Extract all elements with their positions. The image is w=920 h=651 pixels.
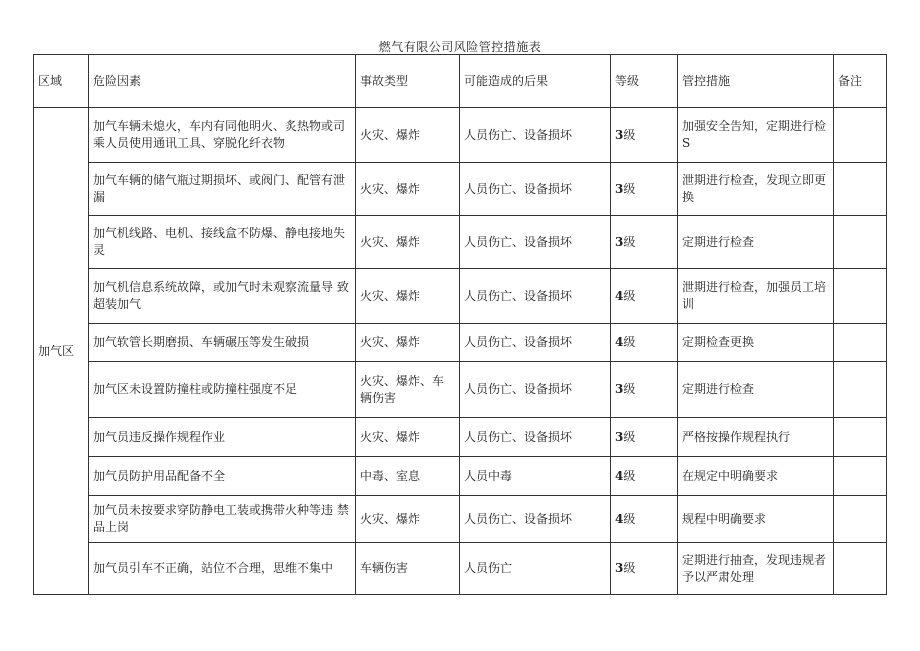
header-consequence: 可能造成的后果 — [460, 55, 611, 108]
region-cell: 加气区 — [34, 108, 89, 595]
level-cell — [611, 496, 678, 543]
level-number: 3 — [615, 181, 624, 196]
remark-cell — [834, 163, 887, 216]
level-number: 3 — [615, 561, 624, 575]
header-remark: 备注 — [834, 55, 887, 108]
remark-cell — [834, 324, 887, 362]
header-accident: 事故类型 — [356, 55, 460, 108]
level-cell — [611, 418, 678, 457]
level-number: 4 — [615, 288, 624, 303]
consequence-cell: 人员伤亡、设备损坏 — [460, 108, 611, 163]
accident-cell: 火灾、爆炸 — [356, 163, 460, 216]
hazard-cell: 加气区未设置防撞柱或防撞柱强度不足 — [89, 362, 356, 418]
measure-cell: 严格按操作规程执行 — [678, 418, 834, 457]
accident-cell: 火灾、爆炸 — [356, 216, 460, 269]
level-number: 3 — [615, 127, 624, 142]
hazard-cell: 加气员未按要求穿防静电工装或携带火种等违 禁品上岗 — [89, 496, 356, 543]
measure-cell: 泄期进行检查，加强员工培训 — [678, 269, 834, 324]
level-unit: 级 — [623, 382, 636, 396]
measure-cell: 规程中明确要求 — [678, 496, 834, 543]
risk-control-table — [33, 54, 887, 595]
consequence-cell: 人员中毒 — [460, 457, 611, 496]
level-unit: 级 — [623, 288, 636, 303]
consequence-cell: 人员伤亡、设备损坏 — [460, 269, 611, 324]
accident-cell: 中毒、室息 — [356, 457, 460, 496]
table-row — [34, 324, 887, 362]
hazard-cell: 加气车辆的储气瓶过期损坏、或阀门、配管有泄漏 — [89, 163, 356, 216]
remark-cell — [834, 496, 887, 543]
hazard-cell: 加气员防护用品配备不全 — [89, 457, 356, 496]
table-row — [34, 543, 887, 595]
accident-cell: 火灾、爆炸 — [356, 269, 460, 324]
level-unit: 级 — [623, 234, 636, 249]
hazard-cell: 加气员引车不正确，站位不合理，思维不集中 — [89, 543, 356, 595]
consequence-cell: 人员伤亡、设备损坏 — [460, 418, 611, 457]
measure-cell: 定期进行检查 — [678, 216, 834, 269]
table-row — [34, 163, 887, 216]
level-unit: 级 — [623, 181, 636, 196]
page-title: 燃气有限公司风险管控措施表 — [378, 40, 542, 54]
hazard-cell: 加气员违反操作规程作业 — [89, 418, 356, 457]
header-row — [34, 55, 887, 108]
level-cell — [611, 543, 678, 595]
hazard-cell: 加气车辆未熄火，车内有同他明火、炙热物或司乘人员使用通讯工具、穿脱化纤衣物 — [89, 108, 356, 163]
measure-cell: 定期检查更换 — [678, 324, 834, 362]
header-area: 区域 — [34, 55, 89, 108]
accident-cell: 火灾、爆炸 — [356, 418, 460, 457]
consequence-cell: 人员伤亡 — [460, 543, 611, 595]
remark-cell — [834, 543, 887, 595]
table-row — [34, 457, 887, 496]
level-cell — [611, 324, 678, 362]
measure-cell: 加强安全告知，定期进行检S — [678, 108, 834, 163]
consequence-cell: 人员伤亡、设备损坏 — [460, 216, 611, 269]
measure-cell: 泄期进行检查，发现立即更换 — [678, 163, 834, 216]
remark-cell — [834, 457, 887, 496]
consequence-cell: 人员伤亡、设备损坏 — [460, 362, 611, 418]
accident-cell: 车辆伤害 — [356, 543, 460, 595]
accident-cell: 火灾、爆炸、车辆伤害 — [356, 362, 460, 418]
accident-cell: 火灾、爆炸 — [356, 108, 460, 163]
header-hazard: 危险因素 — [89, 55, 356, 108]
level-number: 4 — [615, 511, 624, 526]
accident-cell: 火灾、爆炸 — [356, 496, 460, 543]
measure-cell: 在规定中明确要求 — [678, 457, 834, 496]
measure-cell: 定期进行检查 — [678, 362, 834, 418]
level-number: 3 — [615, 234, 624, 249]
remark-cell — [834, 269, 887, 324]
level-number: 4 — [615, 335, 624, 349]
level-cell — [611, 362, 678, 418]
measure-cell: 定期进行抽查，发现违规者予以严肃处理 — [678, 543, 834, 595]
level-unit: 级 — [623, 511, 636, 526]
table-row — [34, 362, 887, 418]
table-row — [34, 269, 887, 324]
hazard-cell: 加气机线路、电机、接线盒不防爆、静电接地失灵 — [89, 216, 356, 269]
level-unit: 级 — [623, 429, 636, 444]
hazard-cell: 加气软管长期磨损、车辆碾压等发生破损 — [89, 324, 356, 362]
level-unit: 级 — [623, 127, 636, 142]
level-unit: 级 — [623, 561, 636, 575]
level-cell — [611, 163, 678, 216]
consequence-cell: 人员伤亡、设备损坏 — [460, 496, 611, 543]
hazard-cell: 加气机信息系统故障，或加气时未观察流量导 致超装加气 — [89, 269, 356, 324]
accident-cell: 火灾、爆炸 — [356, 324, 460, 362]
table-row — [34, 418, 887, 457]
table-row — [34, 108, 887, 163]
remark-cell — [834, 418, 887, 457]
consequence-cell: 人员伤亡、设备损坏 — [460, 324, 611, 362]
level-cell — [611, 108, 678, 163]
consequence-cell: 人员伤亡、设备损坏 — [460, 163, 611, 216]
remark-cell — [834, 362, 887, 418]
table-row — [34, 216, 887, 269]
level-cell — [611, 269, 678, 324]
level-cell — [611, 457, 678, 496]
level-number: 3 — [615, 382, 624, 396]
level-cell — [611, 216, 678, 269]
level-unit: 级 — [623, 468, 636, 483]
level-number: 4 — [615, 468, 624, 483]
level-unit: 级 — [623, 335, 636, 349]
remark-cell — [834, 216, 887, 269]
level-number: 3 — [615, 429, 624, 444]
header-measure: 管控措施 — [678, 55, 834, 108]
table-row — [34, 496, 887, 543]
remark-cell — [834, 108, 887, 163]
header-level: 等级 — [611, 55, 678, 108]
